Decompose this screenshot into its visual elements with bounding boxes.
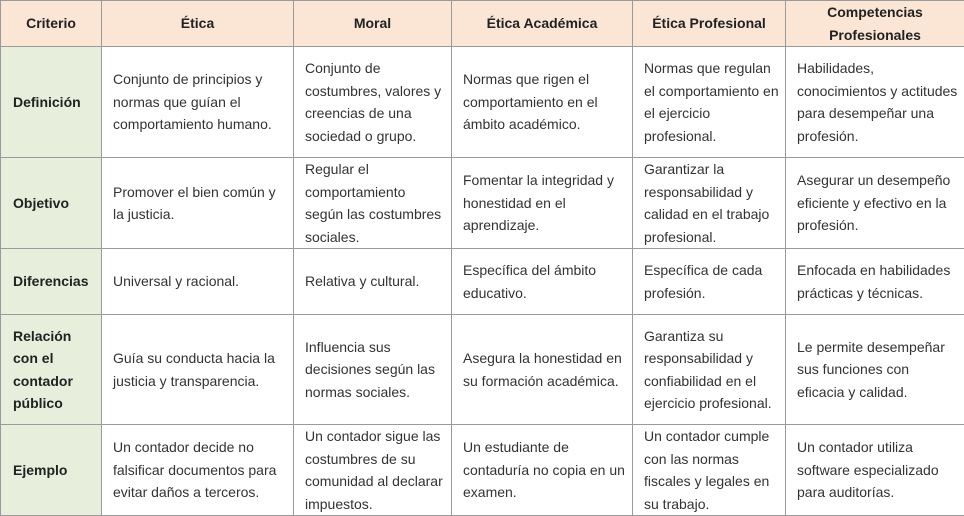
cell-diferencias-moral: Relativa y cultural. (294, 249, 452, 315)
row-header-ejemplo: Ejemplo (1, 425, 102, 516)
row-objetivo (1, 158, 964, 249)
cell-relacion-etica: Guía su conducta hacia la justicia y transparencia. (102, 315, 294, 425)
cell-diferencias-competencias: Enfocada en habilidades prácticas y técnicas. (786, 249, 964, 315)
cell-diferencias-etica-profesional: Específica de cada profesión. (633, 249, 786, 315)
cell-definicion-etica-profesional: Normas que regulan el comportamiento en el ejercicio profesional. (633, 47, 786, 158)
cell-relacion-etica-academica: Asegura la honestidad en su formación académica. (452, 315, 633, 425)
cell-ejemplo-moral: Un contador sigue las costumbres de su comunidad al declarar impuestos. (294, 425, 452, 516)
cell-ejemplo-competencias: Un contador utiliza software especializado para auditorías. (786, 425, 964, 516)
cell-ejemplo-etica: Un contador decide no falsificar documentos para evitar daños a terceros. (102, 425, 294, 516)
cell-diferencias-etica-academica: Específica del ámbito educativo. (452, 249, 633, 315)
header-competencias-profesionales: Competencias Profesionales (786, 1, 964, 47)
row-header-definicion: Definición (1, 47, 102, 158)
header-etica-profesional: Ética Profesional (633, 1, 786, 47)
header-moral: Moral (294, 1, 452, 47)
cell-diferencias-etica: Universal y racional. (102, 249, 294, 315)
row-definicion (1, 47, 964, 158)
cell-definicion-etica: Conjunto de principios y normas que guían el comportamiento humano. (102, 47, 294, 158)
cell-ejemplo-etica-profesional: Un contador cumple con las normas fiscales y legales en su trabajo. (633, 425, 786, 516)
row-header-diferencias: Diferencias (1, 249, 102, 315)
row-diferencias (1, 249, 964, 315)
row-relacion-contador (1, 315, 964, 425)
cell-objetivo-etica: Promover el bien común y la justicia. (102, 158, 294, 249)
cell-objetivo-moral: Regular el comportamiento según las costumbres sociales. (294, 158, 452, 249)
cell-ejemplo-etica-academica: Un estudiante de contaduría no copia en un examen. (452, 425, 633, 516)
header-etica: Ética (102, 1, 294, 47)
cell-relacion-etica-profesional: Garantiza su responsabilidad y confiabilidad en el ejercicio profesional. (633, 315, 786, 425)
row-header-objetivo: Objetivo (1, 158, 102, 249)
cell-relacion-moral: Influencia sus decisiones según las normas sociales. (294, 315, 452, 425)
cell-definicion-etica-academica: Normas que rigen el comportamiento en el ámbito académico. (452, 47, 633, 158)
cell-definicion-moral: Conjunto de costumbres, valores y creencias de una sociedad o grupo. (294, 47, 452, 158)
row-header-relacion-contador: Relación con el contador público (1, 315, 102, 425)
cell-relacion-competencias: Le permite desempeñar sus funciones con eficacia y calidad. (786, 315, 964, 425)
cell-objetivo-etica-academica: Fomentar la integridad y honestidad en el aprendizaje. (452, 158, 633, 249)
header-row (1, 1, 964, 47)
cell-definicion-competencias: Habilidades, conocimientos y actitudes para desempeñar una profesión. (786, 47, 964, 158)
cell-objetivo-etica-profesional: Garantizar la responsabilidad y calidad en el trabajo profesional. (633, 158, 786, 249)
row-ejemplo (1, 425, 964, 516)
header-etica-academica: Ética Académica (452, 1, 633, 47)
header-criterio: Criterio (1, 1, 102, 47)
cell-objetivo-competencias: Asegurar un desempeño eficiente y efectivo en la profesión. (786, 158, 964, 249)
